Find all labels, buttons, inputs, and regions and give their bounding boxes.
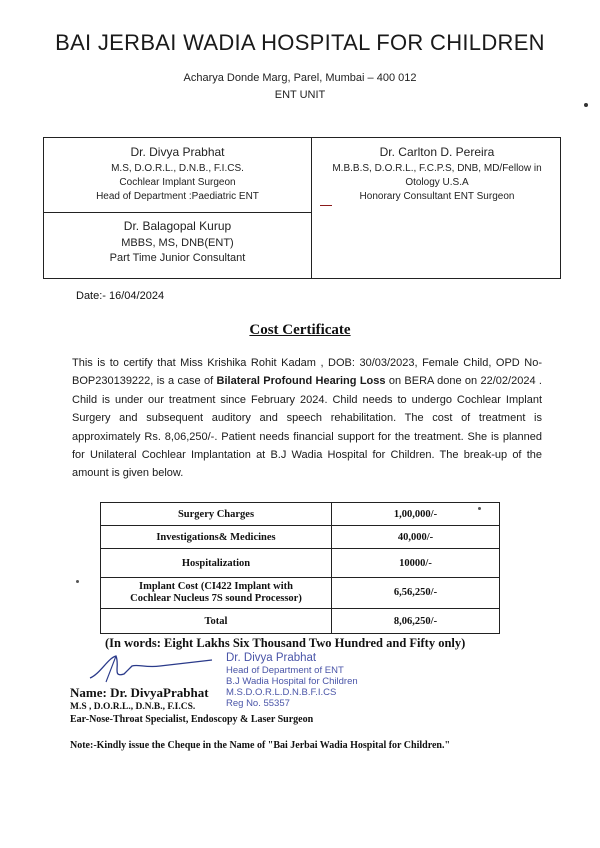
cost-amount: 6,56,250/- [332,578,500,609]
hospital-name: BAI JERBAI WADIA HOSPITAL FOR CHILDREN [55,30,545,55]
doctor-cell-1 [44,144,311,204]
doctor-name: Dr. Carlton D. Pereira [379,145,495,159]
stamp-line: B.J Wadia Hospital for Children [226,676,358,687]
amount-in-words: (In words: Eight Lakhs Six Thousand Two Hundred and Fifty only) [105,636,466,650]
doctor-detail: Honorary Consultant ENT Surgeon [359,191,515,202]
table-divider-horizontal [44,212,311,213]
doctor-cell-2 [312,144,562,204]
doctor-detail: M.S, D.O.R.L., D.N.B., F.I.CS. [111,163,244,174]
cost-breakup-table [100,502,500,634]
body-text: This is to certify that Miss Krishika Rohit Kadam , DOB: 30/03/2023, Female Child, OPD No-BOP230139222, is a case of [72,357,542,388]
stamp-name: Dr. Divya Prabhat [226,652,317,664]
ink-mark [320,205,332,206]
doctor-name: Dr. Balagopal Kurup [123,219,232,233]
signatory-degrees: M.S , D.O.R.L., D.N.B., F.I.CS. [70,702,196,712]
ink-dot [76,580,79,583]
cost-amount: 40,000/- [332,526,500,549]
table-row [101,578,500,609]
cost-item [101,578,332,609]
ink-dot [478,507,481,510]
cost-item: Total [101,609,332,634]
cost-item-line: Implant Cost (CI422 Implant with [138,581,294,592]
unit-name: ENT UNIT [274,89,326,101]
stamp-line: Head of Department of ENT [226,665,344,676]
cost-amount: 8,06,250/- [332,609,500,634]
certificate-date: Date:- 16/04/2024 [76,290,165,302]
table-row [101,503,500,526]
doctors-table [43,137,561,279]
cost-amount: 10000/- [332,549,500,578]
hospital-address: Acharya Donde Marg, Parel, Mumbai – 400 012 [183,72,417,84]
certificate-body [72,354,542,483]
doctor-stamp [226,652,358,709]
body-text: on BERA done on 22/02/2024 . Child is under our treatment since February 2024. Child needs to undergo Cochlear Implant Surgery and subsequent auditory and speech rehabilitation. The cost of treatment is approximately Rs. 8,06,250/-. Patient needs financial support for the treatment. She is planned for Unilateral Cochlear Implantation at B.J Wadia Hospital for Children. The break-up of the amount is given below. [72,375,542,480]
stamp-line: Reg No. 55357 [226,698,290,709]
table-row [101,609,500,634]
cost-item: Investigations& Medicines [101,526,332,549]
cheque-note: Note:-Kindly issue the Cheque in the Name of "Bai Jerbai Wadia Hospital for Children." [70,740,451,751]
table-row [101,526,500,549]
doctor-name: Dr. Divya Prabhat [130,145,225,159]
doctor-detail: Otology U.S.A [405,177,469,188]
table-row [101,549,500,578]
doctor-detail: Cochlear Implant Surgeon [119,177,236,188]
signatory-specialty: Ear-Nose-Throat Specialist, Endoscopy & Laser Surgeon [70,714,314,725]
handwritten-signature [86,648,216,688]
doctor-detail: MBBS, MS, DNB(ENT) [121,237,234,249]
doctor-detail: Part Time Junior Consultant [109,252,246,264]
ink-dot [584,103,588,107]
cost-item: Hospitalization [101,549,332,578]
doctor-cell-3 [44,218,311,266]
doctor-detail: Head of Department :Paediatric ENT [96,191,259,202]
cost-item: Surgery Charges [101,503,332,526]
cost-amount: 1,00,000/- [332,503,500,526]
certificate-title: Cost Certificate [249,322,351,338]
doctor-detail: M.B.B.S, D.O.R.L., F.C.P.S, DNB, MD/Fellow in [332,163,542,174]
stamp-line: M.S.D.O.R.L.D.N.B.F.I.CS [226,687,337,698]
diagnosis-text: Bilateral Profound Hearing Loss [216,375,386,388]
signatory-name: Name: Dr. DivyaPrabhat [70,685,209,700]
cost-item-line: Cochlear Nucleus 7S sound Processor) [130,593,302,604]
